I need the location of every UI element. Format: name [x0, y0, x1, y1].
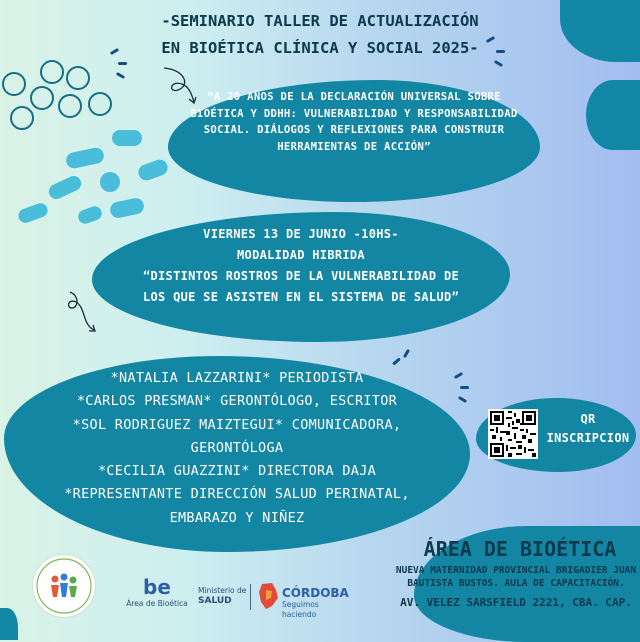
qr-label-line: QR	[580, 412, 596, 426]
address-line: BAUTISTA BUSTOS. AULA DE CAPACITACIÓN.	[407, 578, 625, 589]
decorative-circle	[88, 92, 112, 116]
title-line: EN BIOÉTICA CLÍNICA Y SOCIAL 2025-	[161, 39, 479, 57]
decorative-pill	[136, 157, 170, 182]
decorative-pill	[112, 130, 142, 146]
logo-divider	[250, 584, 251, 610]
speaker-line: *CECILIA GUAZZINI* DIRECTORA DAJA	[97, 463, 377, 480]
speaker-line: GERONTÓLOGA	[190, 439, 284, 456]
people-logo-icon	[33, 555, 95, 617]
quote-line: HERRAMIENTAS DE ACCIÓN”	[277, 140, 431, 153]
speaker-line: *REPRESENTANTE DIRECCIÓN SALUD PERINATAL,	[64, 486, 410, 503]
title-line: -SEMINARIO TALLER DE ACTUALIZACIÓN	[161, 12, 479, 30]
qr-label-line: INSCRIPCION	[546, 431, 630, 445]
decorative-dash	[118, 62, 127, 65]
decorative-blob	[0, 608, 18, 640]
quote-line: BIOÉTICA Y DDHH: VULNERABILIDAD Y RESPONSABILIDAD	[190, 107, 518, 120]
area-street: AV. VELEZ SARSFIELD 2221, CBA. CAP.	[400, 596, 632, 609]
decorative-pill	[17, 201, 50, 224]
speaker-line: EMBARAZO Y NIÑEZ	[169, 509, 305, 526]
decorative-pill	[76, 204, 103, 225]
event-modality: MODALIDAD HIBRIDA	[237, 248, 365, 262]
cordoba-slogan: Seguimos haciendo	[282, 600, 319, 619]
seminar-quote	[168, 89, 540, 155]
area-address	[392, 564, 640, 590]
cordoba-map-icon	[258, 582, 280, 610]
circular-logo	[32, 554, 96, 618]
decorative-pill	[65, 146, 105, 170]
quote-line: SOCIAL. DIÁLOGOS Y REFLEXIONES PARA CONSTRUIR	[203, 124, 505, 136]
decorative-dash	[392, 357, 401, 365]
speaker-line: *SOL RODRIGUEZ MAIZTEGUI* COMUNICADORA,	[72, 416, 402, 433]
decorative-circle	[2, 72, 26, 96]
decorative-dash	[403, 349, 410, 358]
decorative-circle	[66, 66, 90, 90]
cordoba-name: CÓRDOBA	[282, 586, 349, 600]
qr-code-icon	[488, 409, 538, 459]
bioetica-logo	[122, 576, 192, 616]
qr-code[interactable]	[488, 409, 538, 459]
decorative-dash	[116, 72, 125, 79]
decorative-circle	[58, 94, 82, 118]
decorative-circle	[40, 60, 64, 84]
qr-label	[540, 410, 636, 448]
decorative-circle	[30, 86, 54, 110]
bioetica-mark: be	[143, 575, 171, 599]
decorative-pill	[100, 172, 120, 192]
speaker-line: *CARLOS PRESMAN* GERONTÓLOGO, ESCRITOR	[76, 393, 398, 410]
area-title: ÁREA DE BIOÉTICA	[423, 537, 617, 561]
ministerio-line: Ministerio de	[198, 586, 247, 595]
bioetica-name: Área de Bioética	[126, 599, 188, 608]
event-details	[92, 224, 510, 308]
address-line: NUEVA MATERNIDAD PROVINCIAL BRIGADIER JUAN	[395, 565, 637, 576]
speakers-list	[4, 367, 470, 530]
quote-line: “A 20 AÑOS DE LA DECLARACIÓN UNIVERSAL SOBRE	[207, 91, 501, 103]
decorative-pill	[46, 174, 83, 202]
ministerio-line: SALUD	[198, 596, 232, 606]
event-topic: “DISTINTOS ROSTROS DE LA VULNERABILIDAD DE	[142, 269, 460, 283]
decorative-pill	[109, 197, 146, 220]
cordoba-logo	[258, 580, 354, 619]
decorative-circle	[10, 106, 34, 130]
seminar-title	[0, 8, 640, 62]
speaker-line: *NATALIA LAZZARINI* PERIODISTA	[110, 370, 364, 386]
ministerio-logo	[198, 586, 248, 616]
decorative-blob	[586, 80, 640, 150]
event-topic: LOS QUE SE ASISTEN EN EL SISTEMA DE SALUD”	[142, 290, 460, 304]
event-date: VIERNES 13 DE JUNIO -10HS-	[203, 227, 399, 241]
